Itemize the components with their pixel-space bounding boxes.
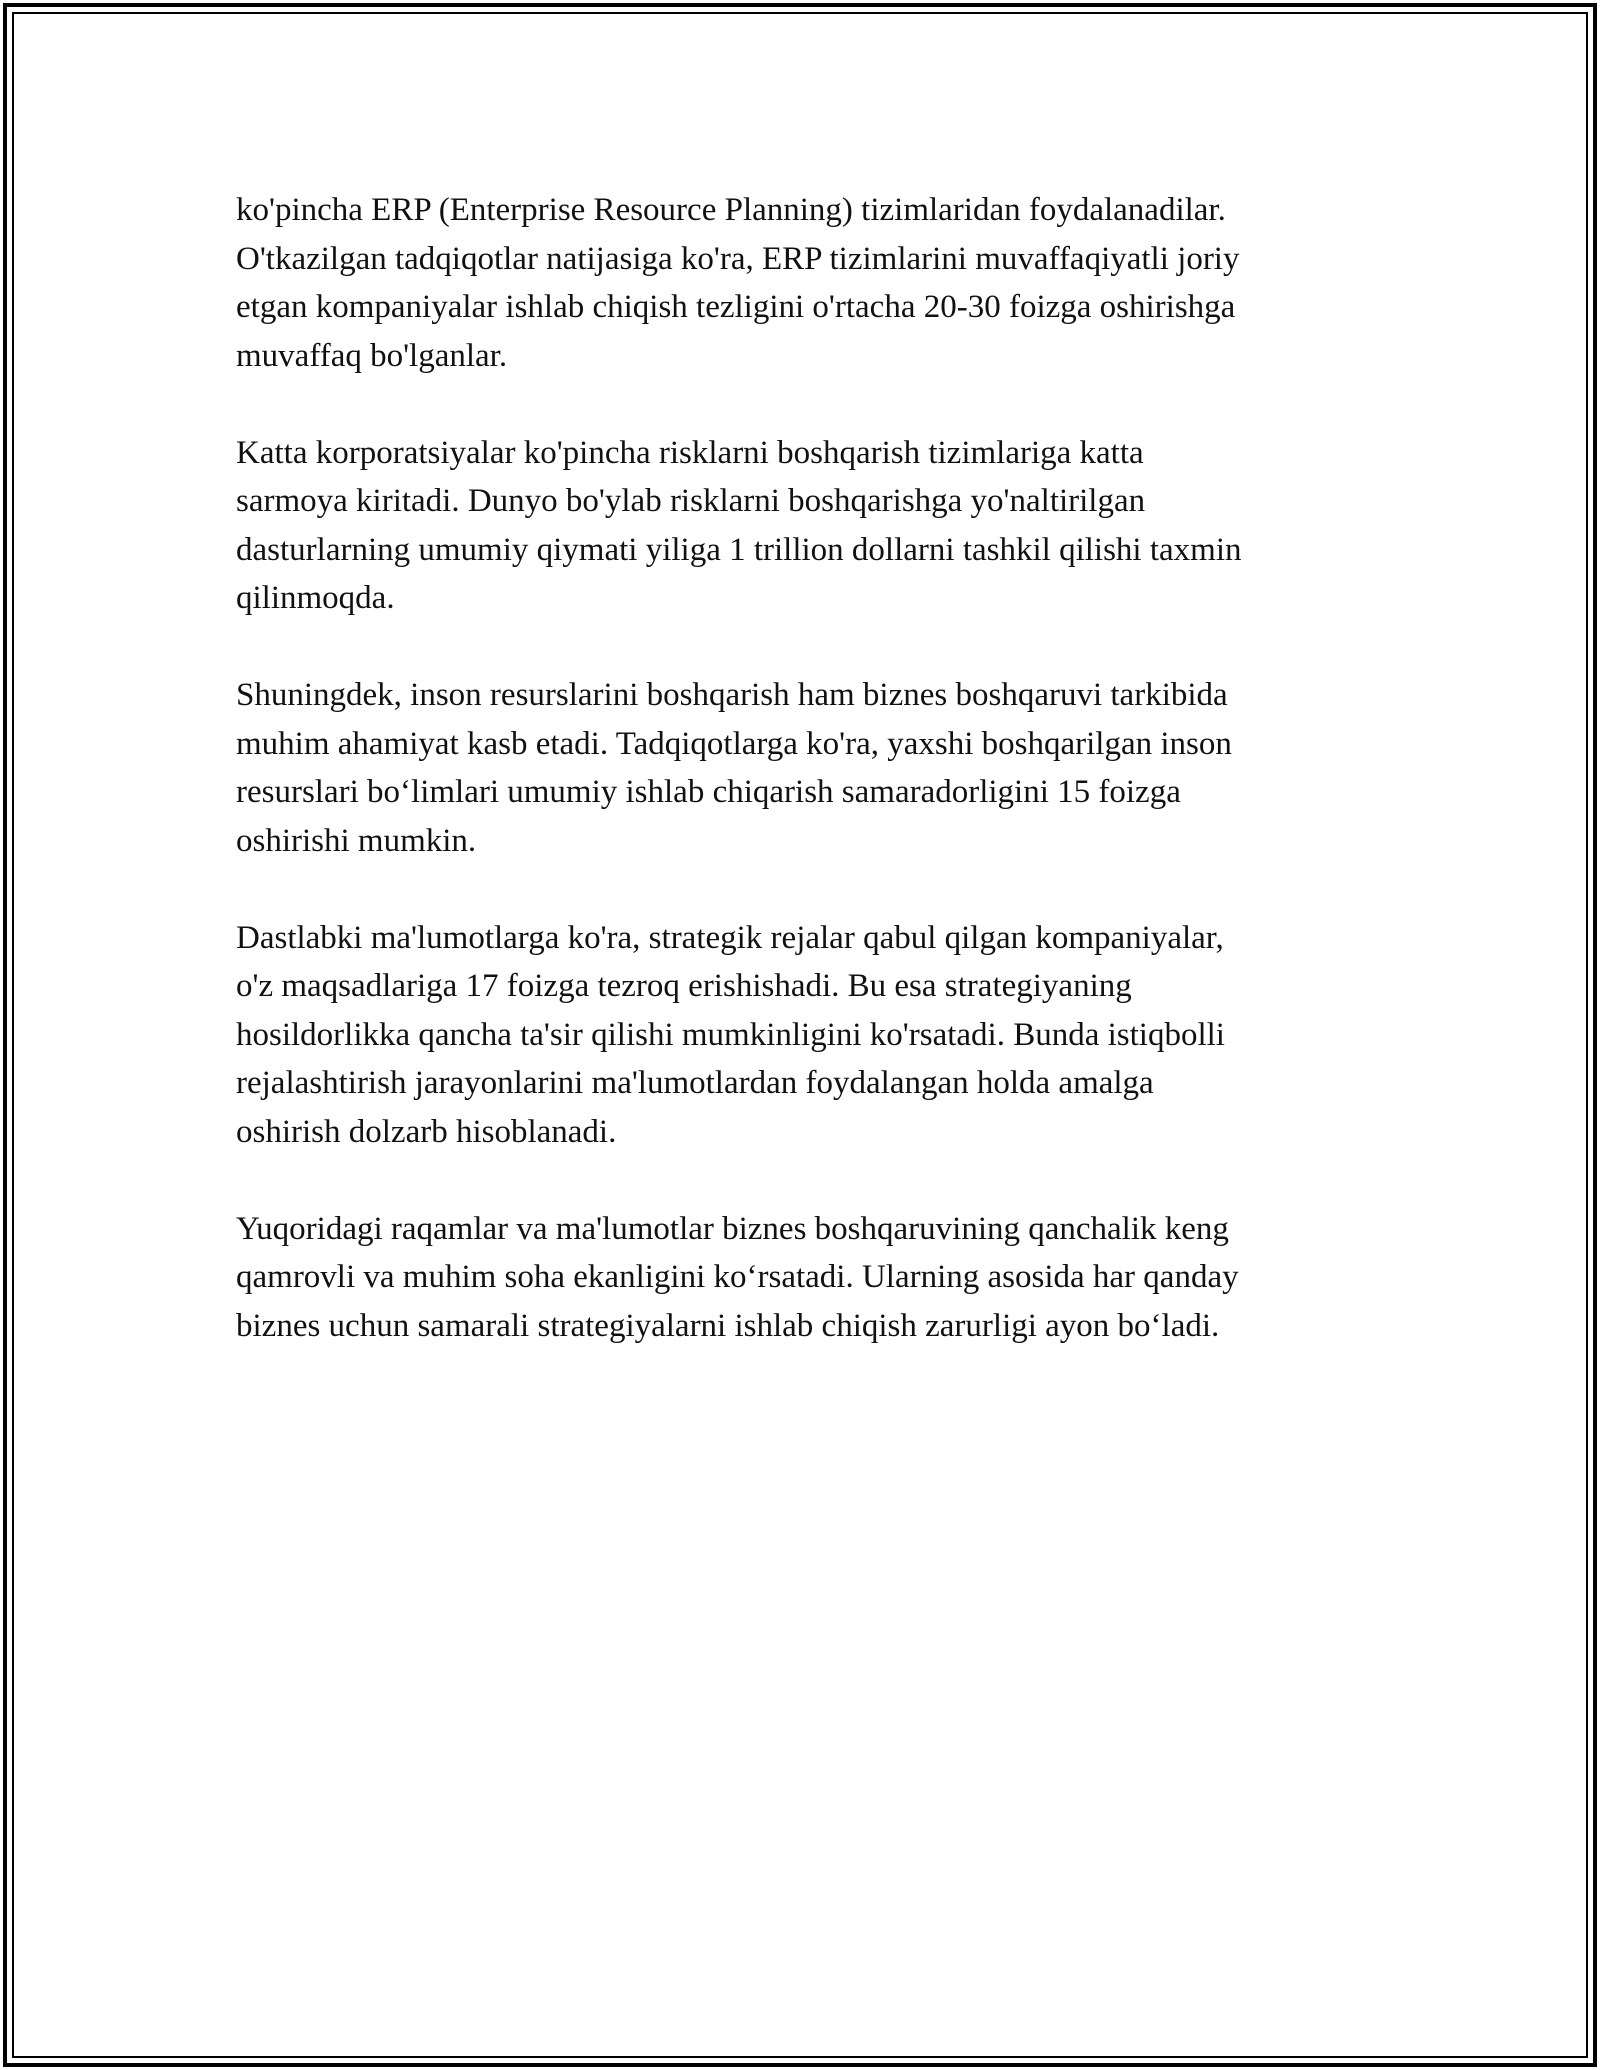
paragraph-strategic-plans [236, 914, 1366, 1157]
text-line: Shuningdek, inson resurslarini boshqarish ham biznes boshqaruvi tarkibida [236, 677, 1228, 713]
text-line: muvaffaq bo'lganlar. [236, 337, 508, 374]
text-line: muhim ahamiyat kasb etadi. Tadqiqotlarga ko'ra, yaxshi boshqarilgan inson [236, 725, 1232, 762]
text-line: o'z maqsadlariga 17 foizga tezroq erishishadi. Bu esa strategiyaning [236, 968, 1132, 1004]
text-line: etgan kompaniyalar ishlab chiqish tezligini o'rtacha 20-30 foizga oshirishga [236, 289, 1236, 325]
text-line: resurslari bo‘limlari umumiy ishlab chiqarish samaradorligini 15 foizga [236, 774, 1181, 810]
text-line: ko'pincha ERP (Enterprise Resource Planning) tizimlaridan foydalanadilar. [236, 192, 1226, 228]
text-line: hosildorlikka qancha ta'sir qilishi mumkinligini ko'rsatadi. Bunda istiqbolli [236, 1016, 1225, 1053]
text-line: qilinmoqda. [236, 580, 395, 616]
text-line: O'tkazilgan tadqiqotlar natijasiga ko'ra, ERP tizimlarini muvaffaqiyatli joriy [236, 240, 1240, 277]
text-line: Dastlabki ma'lumotlarga ko'ra, strategik rejalar qabul qilgan kompaniyalar, [236, 919, 1224, 956]
text-line: oshirish dolzarb hisoblanadi. [236, 1113, 617, 1150]
paragraph-risk-management [236, 429, 1366, 623]
document-body [236, 186, 1366, 1399]
text-line: Yuqoridagi raqamlar va ma'lumotlar biznes boshqaruvining qanchalik keng [236, 1210, 1229, 1247]
text-line: Katta korporatsiyalar ko'pincha risklarni boshqarish tizimlariga katta [236, 434, 1144, 471]
text-line: rejalashtirish jarayonlarini ma'lumotlardan foydalangan holda amalga [236, 1065, 1154, 1101]
text-line: oshirishi mumkin. [236, 822, 477, 859]
paragraph-human-resources [236, 671, 1366, 865]
text-line: dasturlarning umumiy qiymati yiliga 1 trillion dollarni tashkil qilishi taxmin [236, 531, 1242, 568]
paragraph-erp [236, 186, 1366, 380]
text-line: biznes uchun samarali strategiyalarni ishlab chiqish zarurligi ayon bo‘ladi. [236, 1307, 1220, 1344]
text-line: qamrovli va muhim soha ekanligini ko‘rsatadi. Ularning asosida har qanday [236, 1259, 1239, 1295]
text-line: sarmoya kiritadi. Dunyo bo'ylab risklarni boshqarishga yo'naltirilgan [236, 483, 1146, 519]
paragraph-conclusion [236, 1205, 1366, 1351]
